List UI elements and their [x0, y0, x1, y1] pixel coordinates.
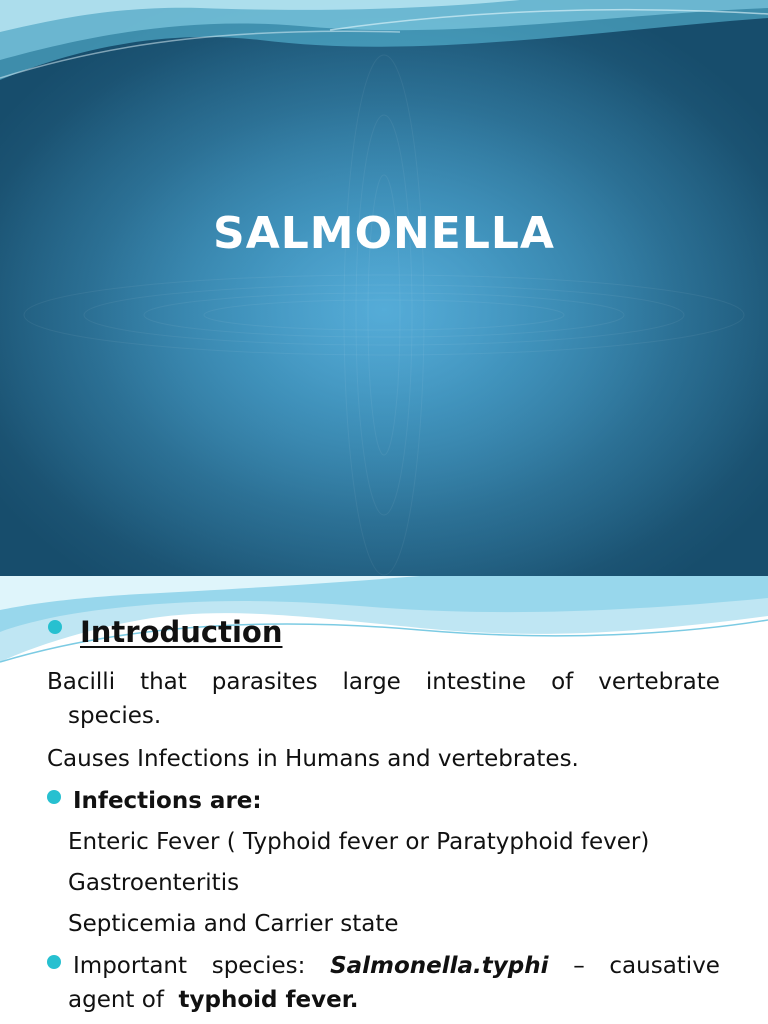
important-species-continuation: agent of typhoid fever.: [68, 987, 359, 1013]
list-item: Gastroenteritis: [68, 870, 240, 896]
disease-name: typhoid fever.: [178, 987, 359, 1013]
important-species-line: Important species: Salmonella.typhi – causative: [73, 953, 720, 979]
infections-label: Infections are:: [73, 788, 262, 814]
intro-heading: Introduction: [80, 615, 283, 649]
paragraph-1: Bacilli that parasites large intestine of vertebrate: [47, 669, 720, 695]
species-name: Salmonella.typhi: [330, 953, 549, 979]
bullet-icon: [47, 955, 61, 969]
slide-title: SALMONELLA: [213, 208, 555, 259]
list-item: Septicemia and Carrier state: [68, 911, 399, 937]
bullet-icon: [48, 620, 62, 634]
paragraph-1-continuation: species.: [68, 703, 162, 729]
paragraph-2: Causes Infections in Humans and vertebrates.: [47, 746, 579, 772]
bullet-icon: [47, 790, 61, 804]
list-item: Enteric Fever ( Typhoid fever or Paratyphoid fever): [68, 829, 650, 855]
content-slide: [0, 576, 768, 1024]
